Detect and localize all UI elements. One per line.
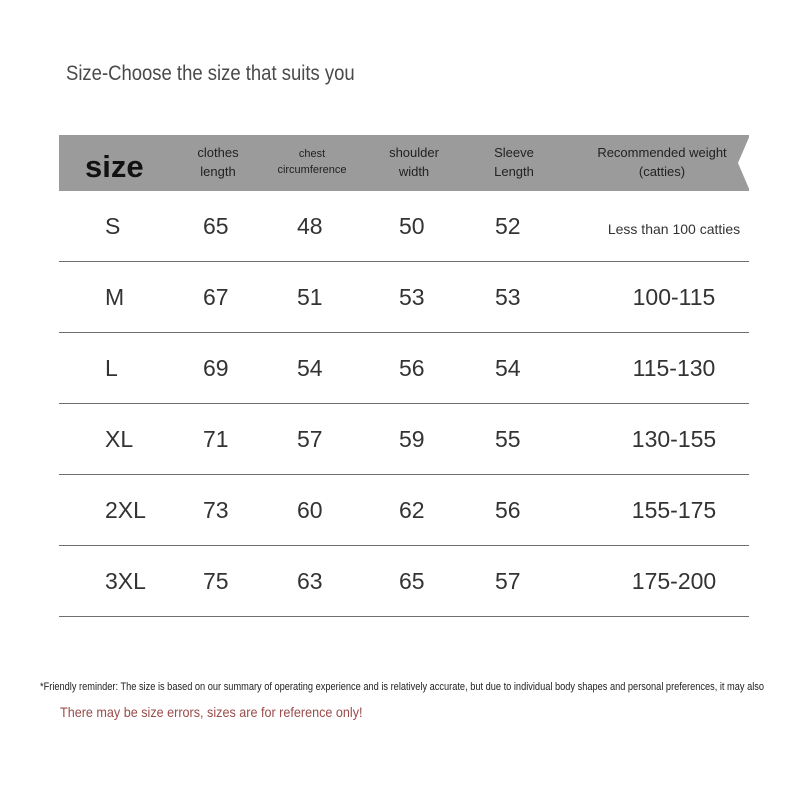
cell-weight: Less than 100 catties: [607, 221, 741, 237]
cell-chest: 57: [297, 425, 323, 452]
header-clothes-length-line1: clothes: [197, 145, 239, 161]
cell-clothes-length: 65: [203, 212, 229, 239]
header-shoulder: [379, 135, 449, 191]
cell-size: S: [105, 212, 121, 239]
cell-weight: 130-155: [631, 425, 717, 452]
size-table: [59, 135, 749, 617]
header-sleeve: [483, 135, 545, 191]
header-sleeve-line1: Sleeve: [494, 145, 534, 161]
header-shoulder-line1: shoulder: [389, 145, 439, 161]
cell-sleeve: 56: [495, 496, 521, 523]
reference-note: There may be size errors, sizes are for reference only!: [60, 704, 363, 720]
cell-size: 3XL: [105, 567, 146, 594]
header-size: size: [85, 148, 144, 184]
header-clothes-length-line2: length: [200, 164, 236, 179]
cell-size: XL: [105, 425, 134, 452]
cell-sleeve: 53: [495, 283, 521, 310]
cell-clothes-length: 69: [203, 354, 229, 381]
header-chest-line1: chest: [298, 148, 326, 161]
table-row: [59, 262, 749, 333]
friendly-reminder: *Friendly reminder: The size is based on our summary of operating experience and is relatively accurate, but due to individual body shapes and personal preferences, it may also: [40, 681, 765, 693]
cell-weight: 115-130: [632, 354, 716, 381]
cell-clothes-length: 67: [203, 283, 229, 310]
header-weight: Recommended weight (catties): [597, 145, 727, 179]
cell-shoulder: 50: [399, 212, 425, 239]
table-header: [59, 135, 749, 191]
cell-shoulder: 65: [399, 567, 425, 594]
cell-sleeve: 54: [495, 354, 521, 381]
cell-size: M: [105, 283, 125, 310]
cell-weight: 100-115: [632, 283, 716, 310]
cell-shoulder: 56: [399, 354, 425, 381]
cell-clothes-length: 75: [203, 567, 229, 594]
cell-weight: 155-175: [631, 496, 717, 523]
cell-clothes-length: 71: [203, 425, 229, 452]
cell-sleeve: 55: [495, 425, 521, 452]
cell-weight: 175-200: [631, 567, 717, 594]
header-clothes-length: [187, 135, 249, 191]
cell-chest: 51: [297, 283, 323, 310]
cell-shoulder: 62: [399, 496, 425, 523]
cell-chest: 48: [297, 212, 323, 239]
page-title: Size-Choose the size that suits you: [66, 62, 355, 85]
cell-size: L: [105, 354, 118, 381]
table-row: [59, 333, 749, 404]
cell-sleeve: 57: [495, 567, 521, 594]
header-chest-line2: circumference: [277, 164, 347, 176]
cell-size: 2XL: [105, 496, 146, 523]
cell-shoulder: 59: [399, 425, 425, 452]
table-body: [59, 191, 749, 617]
cell-chest: 54: [297, 354, 323, 381]
cell-chest: 63: [297, 567, 323, 594]
table-row: [59, 404, 749, 475]
header-chest: [271, 135, 353, 191]
cell-chest: 60: [297, 496, 323, 523]
table-row: [59, 191, 749, 262]
cell-shoulder: 53: [399, 283, 425, 310]
cell-clothes-length: 73: [203, 496, 229, 523]
header-sleeve-line2: Length: [494, 164, 534, 179]
cell-sleeve: 52: [495, 212, 521, 239]
header-shoulder-line2: width: [398, 164, 430, 179]
header-notch: [738, 135, 750, 191]
table-row: [59, 546, 749, 617]
table-row: [59, 475, 749, 546]
